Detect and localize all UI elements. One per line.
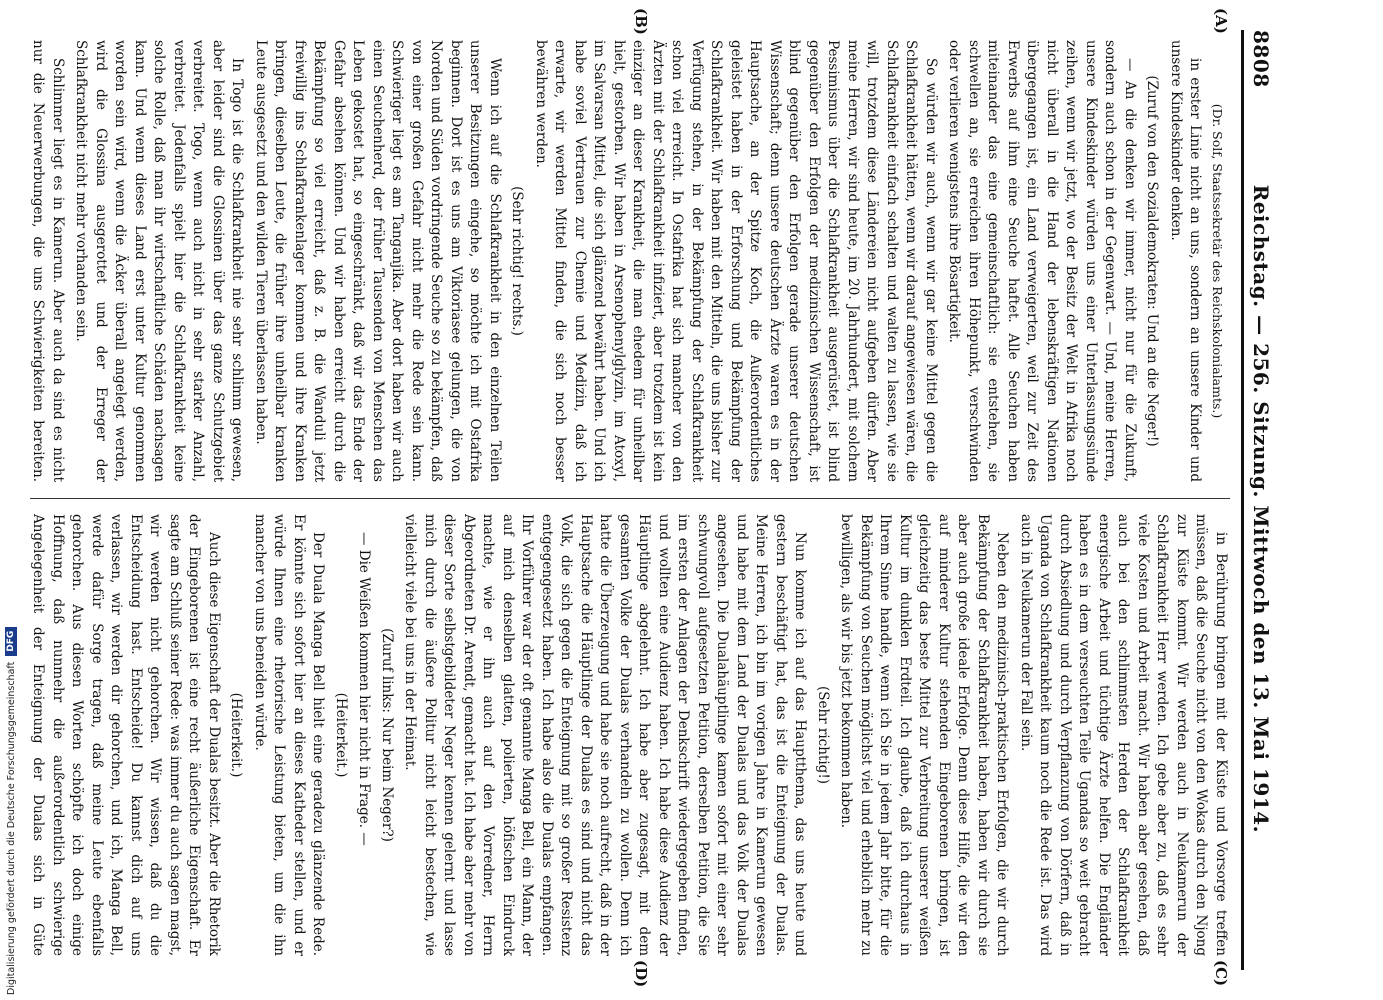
paragraph: Auch diese Eigenschaft der Dualas besitzt. Aber die Rhetorik der Eingeborenen ist eine recht äußerliche Eigenschaft. Er sagte am Schluß seiner Rede: was immer du auch sagen magst, wir werden nicht gehorchen. Wir wissen, daß du die Entscheidung hast. Entscheide! Du kannst dich auf uns verlassen, wir werden dir gehorchen, und ich, Manga Bell, werde dafür Sorge tragen, daß meine Leute ebenfalls gehorchen. Aus diesen Worten schöpfte ich doch einige Hoffnung, daß nunmehr die außerordentlich schwierige Angelegenheit der Enteignung der Dualas sich in Güte — [30, 514, 222, 956]
paragraph: in erster Linie nicht an uns, sondern an unsere Kinder und unsere Kindeskinder denken. — [1168, 40, 1204, 482]
paragraph: Schlimmer liegt es in Kamerun. Aber auch da sind es nicht nur die Neuerwerbungen, die uns Schwierigkeiten bereiten. — [30, 40, 66, 482]
interjection: (Heiterkeit.) — [333, 692, 349, 778]
header-rule — [1241, 30, 1244, 970]
paragraph: — Die Weißen kommen hier nicht in Frage. — — [356, 532, 373, 846]
margin-marker-d: (D) — [632, 960, 650, 988]
interjection: (Heiterkeit.) — [228, 692, 245, 778]
interjection: (Sehr richtig!) — [815, 685, 831, 785]
interjection: (Zuruf von den Sozialdemokraten: Und an die Neger!) — [1144, 75, 1161, 447]
paragraph: Neben den medizinisch-praktischen Erfolgen, die wir durch Bekämpfung der Schlafkrankheit haben, haben wir durch sie aber auch große ideale Erfolge. Denn diese Hilfe, die wir den auf minderer Kultur stehenden Eingeborenen bringen, ist gleichzeitig das beste Mittel zur Verbreitung unserer weißen Kultur im dunklen Erdteil. Ich glaube, daß ich durchaus in Ihrem Sinne handle, wenn ich Sie in jedem Jahr bitte, für die Bekämpfung von Seuchen möglichst viel und erheblich mehr zu bewilligen, als wir bis jetzt bekommen haben. — [838, 514, 1011, 956]
paragraph: in Berührung bringen mit der Küste und Vorsorge treffen müssen, daß die Seuche nicht von den Wokas durch den Njong zur Küste kommt. Wir werden auch in Neukamerun der Schlafkrankheit Herr werden. Ich gebe aber zu, daß es sehr viele Kosten und Arbeit macht. Wir haben aber gesehen, daß auch bei den schlimmsten Herden der Schlafkrankheit energische Arbeit und tüchtige Ärzte helfen. Die Engländer haben es in dem verseuchten Teile Ugandas so weit gebracht durch Absiedlung und durch Verpflanzung von Dörfern, daß in Uganda von Schlafkrankheit kaum noch die Rede ist. Das wird auch in Neukamerun der Fall sein. — [1018, 514, 1229, 956]
digitization-footer — [4, 5, 18, 995]
margin-marker-c: (C) — [1212, 960, 1230, 987]
paragraph: So würden wir auch, wenn wir gar keine Mittel gegen die Schlafkrankheit hätten, wenn wir darauf angewiesen wären, die Schlafkrankheit einfach schalten und walten zu lassen, wie sie will, trotzdem diese Ländereien nicht aufgeben dürfen. Aber meine Herren, wir sind heute, im 20. Jahrhundert, mit solchem Pessimismus über die Schlafkrankheit ausgerüstet, ist blind gegenüber den Erfolgen der medizinischen Wissenschaft, ist blind gegenüber den Erfolgen gerade unserer deutschen Wissenschaft; denn unsere deutschen Ärzte waren es in der Hauptsache, an der Spitze Koch, die Außerordentliches geleistet haben in der Erforschung und Bekämpfung der Schlafkrankheit. Wir haben mit den Mitteln, die uns bisher zur Verfügung stehen, in der Bekämpfung der Schlafkrankheit schon viel erreicht. In Ostafrika hat sich mancher von den Ärzten mit der Schlafkrankheit infiziert, aber trotzdem ist kein einziger an dieser Krankheit, die man ehedem für unheilbar hielt, gestorben. Wir haben in Arsenophenylglyzin, im Atoxyl, im Salvarsan Mittel, die sich glänzend bewährt haben. Und ich habe soviel Vertrauen zur Chemie und Medizin, daß ich erwarte, wir werden Mittel finden, die sich noch besser bewähren werden. — [533, 40, 939, 482]
page-number: 8808 — [1249, 30, 1273, 88]
paragraph: — An die denken wir immer, nicht nur für die Zukunft, sondern auch schon in der Gegenwart. — Und, meine Herren, unsere Kindeskinder würden uns einer Unterlassungssünde zeihen, wenn wir jetzt, wo der Besitz der Welt in Afrika noch nicht überall in die Hand der lebenskräftigen Nationen übergegangen ist, ein Land verweigerten, weil zur Zeit des Erwerbs auf ihm eine Seuche haftet. Alle Seuchen haben miteinander das eine gemeinschaftlich: sie entstehen, sie schwellen an, sie erreichen ihren Höhepunkt, verschwinden oder verlieren wenigstens ihre Bösartigkeit. — [946, 40, 1138, 482]
margin-marker-a: (A) — [1212, 8, 1230, 34]
paragraph: Der Duala Manga Bell hielt eine geradezu glänzende Rede. Er könnte sich sofort hier an dieses Katheder stellen, und er würde Ihnen eine rhetorische Leistung bieten, um die ihn mancher von uns beneiden würde. — [252, 514, 327, 956]
column-divider — [30, 498, 1230, 499]
paragraph: In Togo ist die Schlafkrankheit nie sehr schlimm gewesen, aber leider sind die Glossinen über das ganze Schutzgebiet verbreitet. Togo, wenn auch nicht in sehr starker Anzahl, verbreitet. Jedenfalls spielt hier die Schlafkrankheit keine solche Rolle, daß man ihr wirtschaftliche Schäden nachsagen kann. Und wenn dieses Land erst unter Kultur genommen worden sein wird, wenn die Äcker überall angelegt werden, wird die Glossina ausgerottet und der Erreger der Schlafkrankheit nicht mehr vorhanden sein. — [73, 40, 246, 482]
interjection: (Sehr richtig! rechts.) — [509, 186, 526, 336]
page-header — [1244, 30, 1278, 970]
left-column — [30, 40, 1230, 482]
dfg-logo: DFG — [5, 627, 17, 656]
paragraph: Nun komme ich auf das Hauptthema, das uns heute und gestern beschäftigt hat, das ist die Enteignung der Dualas. Meine Herren, ich bin im vorigen Jahre in Kamerun gewesen und habe mit dem Land der Dualas und das Volk der Dualas angesehen. Die Dualahäuptlinge kamen sofort mit einer sehr schwungvoll aufgesetzten Petition, derselben Petition, die Sie im ersten der Anlagen der Denkschrift wiedergegeben finden, und wollten eine Audienz haben. Ich habe diese Audienz der Häuptlinge abgelehnt. Ich habe aber zugesagt, mit dem gesamten Volke der Dualas verhandeln zu wollen. Denn ich hatte die Überzeugung und habe sie noch aufrecht, daß in der Hauptsache die Häuptlinge der Dualas es sind und nicht das Volk, die sich gegen die Enteignung mit so großer Resistenz entgegengesetzt haben. Ich habe also die Dualas empfangen. Ihr Vorführer war der oft genannte Manga Bell, ein Mann, der auf mich denselben glatten, polierten, höfischen Eindruck machte, wie er ihn auch auf den Vorredner, Herrn Abgeordneten Dr. Arendt, gemacht hat. Ich habe aber mehr von dieser Sorte selbstgebildeter Neger kennen gelernt und lasse mich durch die äußere Politur nicht leicht bestechen, wie vielleicht viele bei uns in der Heimat. — [402, 514, 809, 956]
footer-text: Digitalisierung gefördert durch die Deutsche Forschungsgemeinschaft — [5, 661, 17, 995]
right-column — [30, 514, 1230, 956]
interjection: (Zuruf links: Nur beim Neger?) — [379, 628, 395, 842]
speaker-line: (Dr. Solf, Staatssekretär des Reichskolonialamts.) — [1210, 103, 1225, 419]
paragraph: Wenn ich auf die Schlafkrankheit in den einzelnen Teilen unserer Besitzungen eingehe, so möchte ich mit Ostafrika beginnen. Dort ist es uns am Viktoriasee gelungen, die von Norden und Süden vordringende Seuche so zu bekämpfen, daß von einer großen Gefahr nicht mehr die Rede sein kann. Schwieriger liegt es am Tanganjika. Aber dort haben wir auch einen Seuchenherd, der früher Tausenden von Menschen das Leben gekostet hat, so eingeschränkt, daß wir das Ende der Gefahr absehen können. Und wir haben erreicht durch die Bekämpfung so viel erreicht, daß z. B. die Wanduli jetzt freiwillig ins Schlafkrankenlager kommen und ihre Kranken bringen, dieselben Leute, die früher ihre unheilbar kranken Leute ausgesetzt und den wilden Tieren überlassen haben. — [253, 40, 503, 482]
margin-marker-b: (B) — [632, 8, 650, 35]
document-page — [10, 0, 1290, 1000]
page-title: Reichstag. — 256. Sitzung. Mittwoch den 13. Mai 1914. — [1249, 184, 1273, 834]
